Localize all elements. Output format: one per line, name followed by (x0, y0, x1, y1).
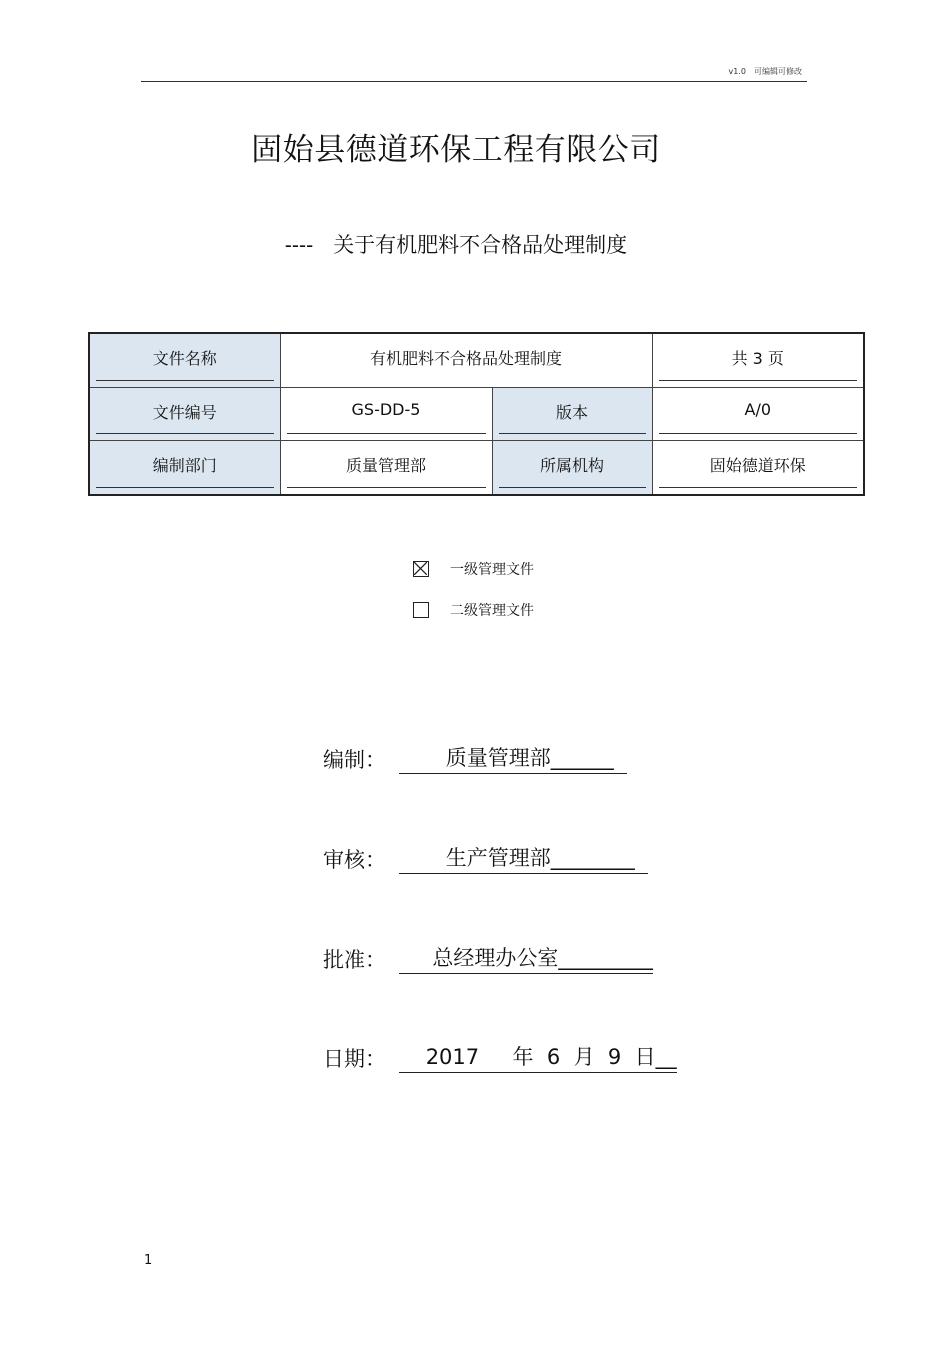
page-number: 1 (144, 1253, 153, 1268)
page-count-cell (652, 333, 864, 387)
cell-underline (659, 380, 858, 381)
cell-underline (287, 433, 486, 434)
approved-by-label: 批准： (323, 948, 386, 972)
version-value: A/0 (744, 399, 772, 419)
date-label: 日期： (323, 1047, 386, 1071)
file-number-value-cell (280, 387, 492, 441)
cell-underline (499, 433, 646, 434)
cell-underline (96, 433, 274, 434)
version-label-cell (492, 387, 652, 441)
document-subtitle (0, 229, 912, 259)
file-name-label: 文件名称 (152, 349, 217, 368)
department-label: 编制部门 (152, 456, 217, 476)
file-name-value: 有机肥料不合格品处理制度 (370, 349, 563, 368)
level1-file-option[interactable] (413, 559, 534, 579)
date-line (323, 1041, 677, 1073)
file-number-label-cell (89, 387, 280, 441)
version-label: 版本 (556, 402, 589, 422)
document-info-table (88, 332, 865, 496)
organization-value-cell (652, 441, 864, 495)
unchecked-checkbox-icon[interactable] (413, 602, 429, 618)
compiled-by-label: 编制： (323, 748, 386, 772)
company-title: 固始县德道环保工程有限公司 (251, 132, 661, 168)
cell-underline (659, 487, 858, 488)
cell-underline (659, 433, 858, 434)
header-version-note: v1.0 可编辑可修改 (728, 67, 802, 76)
reviewed-by-line (323, 842, 648, 874)
approved-by-value: 总经理办公室_________ (399, 942, 653, 974)
table-row (89, 387, 864, 441)
department-value-cell (280, 441, 492, 495)
table-row (89, 333, 864, 387)
organization-value: 固始德道环保 (709, 456, 806, 476)
file-number-value: GS-DD-5 (351, 399, 421, 419)
level2-file-label: 二级管理文件 (450, 603, 534, 619)
compiled-by-value: 质量管理部______ (399, 742, 627, 774)
department-label-cell (89, 441, 280, 495)
file-number-label: 文件编号 (152, 402, 217, 422)
cell-underline (287, 487, 486, 488)
page-count-value: 共 3 页 (731, 349, 784, 368)
organization-label: 所属机构 (540, 456, 605, 476)
reviewed-by-value: 生产管理部________ (399, 842, 648, 874)
date-value: 2017 年 6 月 9 日__ (399, 1041, 677, 1073)
cell-underline (96, 380, 274, 381)
file-name-value-cell (280, 333, 652, 387)
version-value-cell (652, 387, 864, 441)
cell-underline (499, 487, 646, 488)
checked-checkbox-icon[interactable] (413, 561, 429, 577)
file-name-label-cell (89, 333, 280, 387)
approved-by-line (323, 942, 653, 974)
compiled-by-line (323, 742, 627, 774)
table-row (89, 441, 864, 495)
header-rule (141, 81, 807, 82)
subtitle-text: 关于有机肥料不合格品处理制度 (333, 233, 628, 257)
subtitle-dash: ---- (284, 233, 314, 257)
level2-file-option[interactable] (413, 600, 534, 620)
level1-file-label: 一级管理文件 (450, 562, 534, 578)
department-value: 质量管理部 (345, 456, 426, 476)
organization-label-cell (492, 441, 652, 495)
reviewed-by-label: 审核： (323, 848, 386, 872)
cell-underline (96, 487, 274, 488)
